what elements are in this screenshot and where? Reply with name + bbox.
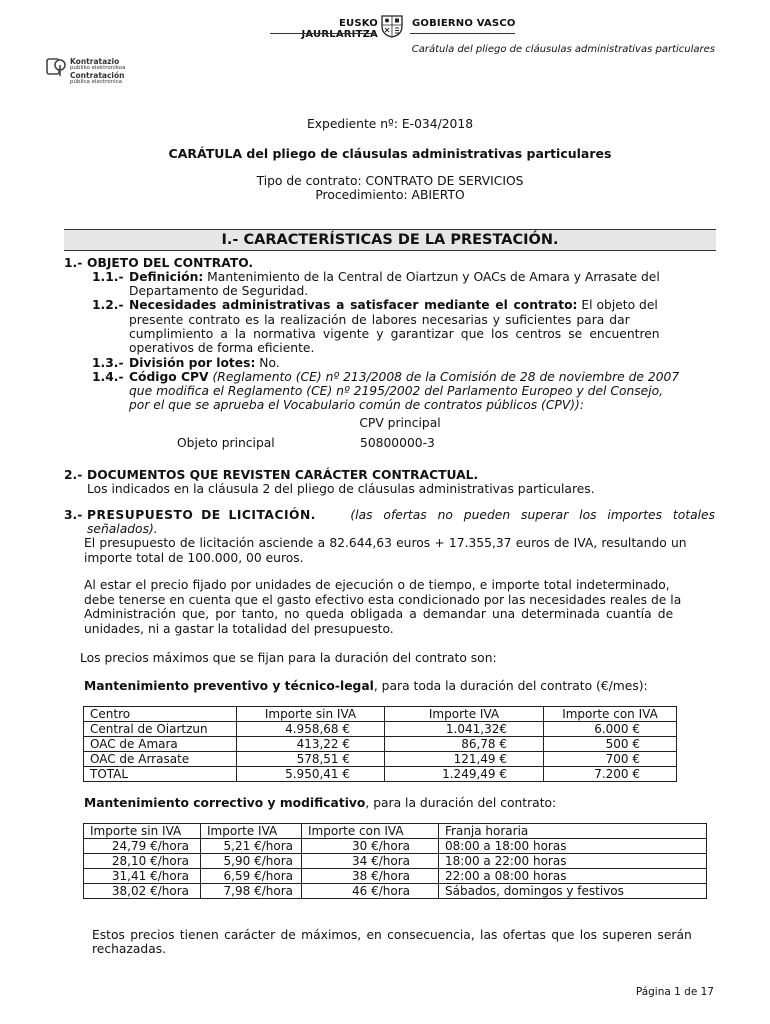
s1-item4-number: 1.4.- xyxy=(92,370,124,384)
s3-title-note-a: (las ofertas no pueden superar los importes totales xyxy=(350,508,715,522)
corrective-maintenance-table xyxy=(83,823,707,899)
table-cell: 700 € xyxy=(544,752,677,767)
table2-caption xyxy=(84,796,556,810)
table-cell: OAC de Amara xyxy=(84,737,237,752)
header-right-org: GOBIERNO VASCO xyxy=(412,18,516,29)
s2-title: DOCUMENTOS QUE REVISTEN CARÁCTER CONTRACTUAL. xyxy=(87,468,479,482)
s1-item3-text: No. xyxy=(255,356,280,370)
table-row xyxy=(84,869,707,884)
table-cell: 121,49 € xyxy=(385,752,544,767)
table-header-cell: Franja horaria xyxy=(439,824,707,839)
table-cell: 1.041,32€ xyxy=(385,722,544,737)
table-cell: 22:00 a 08:00 horas xyxy=(439,869,707,884)
s1-item3-line xyxy=(129,356,280,370)
s3-paragraph1-a: El presupuesto de licitación asciende a 82.644,63 euros + 17.355,37 euros de IVA, resultando un xyxy=(84,536,687,550)
table-cell: 5,21 €/hora xyxy=(201,839,302,854)
table-cell: TOTAL xyxy=(84,767,237,782)
preventive-maintenance-table xyxy=(83,706,677,782)
s1-item1-label: Definición: xyxy=(129,270,204,284)
table-row xyxy=(84,722,677,737)
s1-item2-text-a: El objeto del xyxy=(577,298,658,312)
s1-item2-line1 xyxy=(129,298,658,312)
table-cell: 38,02 €/hora xyxy=(84,884,201,899)
s1-item4-text-c: por el que se aprueba el Vocabulario común de contratos públicos (CPV)): xyxy=(129,398,584,412)
logo-line-1: Kontratazio xyxy=(70,57,120,66)
table-header-row xyxy=(84,707,677,722)
table-cell: 34 €/hora xyxy=(302,854,439,869)
table-cell: 08:00 a 18:00 horas xyxy=(439,839,707,854)
table-row xyxy=(84,884,707,899)
table-header-cell: Importe sin IVA xyxy=(84,824,201,839)
table2-caption-bold: Mantenimiento correctivo y modificativo xyxy=(84,796,366,810)
s3-title: PRESUPUESTO DE LICITACIÓN. xyxy=(87,508,316,522)
table-header-cell: Importe sin IVA xyxy=(237,707,385,722)
cpv-header: CPV principal xyxy=(359,416,441,430)
s1-item2-text-d: operativos de forma eficiente. xyxy=(129,341,315,355)
table-cell: 7.200 € xyxy=(544,767,677,782)
table-cell: Sábados, domingos y festivos xyxy=(439,884,707,899)
s1-item3-number: 1.3.- xyxy=(92,356,124,370)
section-heading: I.- CARACTERÍSTICAS DE LA PRESTACIÓN. xyxy=(64,229,716,251)
table-cell: 46 €/hora xyxy=(302,884,439,899)
table-cell: 24,79 €/hora xyxy=(84,839,201,854)
table-header-cell: Importe IVA xyxy=(385,707,544,722)
s3-paragraph2-a: Al estar el precio fijado por unidades de ejecución o de tiempo, e importe total indeterminado, xyxy=(84,578,670,592)
s3-paragraph2-b: debe tenerse en cuenta que el gasto efectivo esta condicionado por las necesidades reales de la xyxy=(84,593,682,607)
table-cell: 413,22 € xyxy=(237,737,385,752)
s2-text: Los indicados en la cláusula 2 del pliego de cláusulas administrativas particulares. xyxy=(87,482,595,496)
s2-number: 2.- xyxy=(64,468,83,482)
table-cell: 1.249,49 € xyxy=(385,767,544,782)
s1-item4-text-b: que modifica el Reglamento (CE) nº 2195/2002 del Parlamento Europeo y del Consejo, xyxy=(129,384,664,398)
s1-item2-text-c: cumplimiento a la normativa vigente y garantizar que los centros se encuentren xyxy=(129,327,660,341)
table1-caption-bold: Mantenimiento preventivo y técnico-legal xyxy=(84,679,374,693)
document-title: CARÁTULA del pliego de cláusulas administrativas particulares xyxy=(168,146,612,161)
contratacion-logo-icon xyxy=(46,56,68,78)
table-cell: 7,98 €/hora xyxy=(201,884,302,899)
table2-caption-rest: , para la duración del contrato: xyxy=(365,796,557,810)
table-cell: Central de Oiartzun xyxy=(84,722,237,737)
table-row xyxy=(84,854,707,869)
table-cell: 6.000 € xyxy=(544,722,677,737)
table-cell: 5.950,41 € xyxy=(237,767,385,782)
s1-item1-text-a: Mantenimiento de la Central de Oiartzun y OACs de Amara y Arrasate del xyxy=(203,270,660,284)
table-cell: 4.958,68 € xyxy=(237,722,385,737)
s3-number: 3.- xyxy=(64,508,83,522)
header-rule-left xyxy=(270,33,376,34)
table-row xyxy=(84,839,707,854)
closing-text-b: rechazadas. xyxy=(92,942,167,956)
s1-item4-label: Código CPV xyxy=(129,370,209,384)
table-cell: 18:00 a 22:00 horas xyxy=(439,854,707,869)
table-cell: 6,59 €/hora xyxy=(201,869,302,884)
s1-item2-text-b: presente contrato es la realización de labores necesarias y suficientes para dar xyxy=(129,313,630,327)
table1-caption-rest: , para toda la duración del contrato (€/mes): xyxy=(373,679,648,693)
s3-paragraph3: Los precios máximos que se fijan para la duración del contrato son: xyxy=(80,651,497,665)
table-cell: 578,51 € xyxy=(237,752,385,767)
s1-item2-number: 1.2.- xyxy=(92,298,124,312)
table-cell: 31,41 €/hora xyxy=(84,869,201,884)
table-row xyxy=(84,752,677,767)
table-header-cell: Importe con IVA xyxy=(544,707,677,722)
table-cell: 30 €/hora xyxy=(302,839,439,854)
header-subtitle: Carátula del pliego de cláusulas administrativas particulares xyxy=(411,44,715,55)
procedure: Procedimiento: ABIERTO xyxy=(315,188,465,202)
table-cell: 86,78 € xyxy=(385,737,544,752)
s3-paragraph1-b: importe total de 100.000, 00 euros. xyxy=(84,551,304,565)
coat-of-arms-icon xyxy=(378,14,406,38)
s3-paragraph2-c: Administración que, por tanto, no queda obligada a demandar una determinada cuantía de xyxy=(84,607,674,621)
logo-line-4: pública electrónica xyxy=(70,79,123,85)
s1-item2-label: Necesidades administrativas a satisfacer mediante el contrato: xyxy=(129,298,578,312)
page-number: Página 1 de 17 xyxy=(635,986,714,998)
table-header-cell: Importe con IVA xyxy=(302,824,439,839)
s1-number: 1.- xyxy=(64,256,83,270)
header-rule-right xyxy=(410,33,515,34)
table-header-cell: Centro xyxy=(84,707,237,722)
closing-text-a: Estos precios tienen carácter de máximos, en consecuencia, las ofertas que los superen serán xyxy=(92,928,692,942)
table-cell: 38 €/hora xyxy=(302,869,439,884)
table-row xyxy=(84,737,677,752)
header-left-org: EUSKO JAURLARITZA xyxy=(301,18,378,40)
s1-item1-number: 1.1.- xyxy=(92,270,124,284)
table-cell: 5,90 €/hora xyxy=(201,854,302,869)
contratacion-logo-text xyxy=(70,58,126,86)
table-row xyxy=(84,767,677,782)
table-cell: 500 € xyxy=(544,737,677,752)
table-header-cell: Importe IVA xyxy=(201,824,302,839)
s1-item3-label: División por lotes: xyxy=(129,356,256,370)
table-cell: OAC de Arrasate xyxy=(84,752,237,767)
expediente-number: Expediente nº: E-034/2018 xyxy=(306,117,474,131)
s1-item1-text-b: Departamento de Seguridad. xyxy=(129,284,309,298)
cpv-value: 50800000-3 xyxy=(360,436,435,450)
table-header-row xyxy=(84,824,707,839)
contract-type: Tipo de contrato: CONTRATO DE SERVICIOS xyxy=(256,174,524,188)
s1-item1-text xyxy=(129,270,715,284)
logo-line-3: Contratación xyxy=(70,71,125,80)
s1-title: OBJETO DEL CONTRATO. xyxy=(87,256,254,270)
logo-line-2: publiko elektronikoa xyxy=(70,65,126,71)
table1-caption xyxy=(84,679,648,693)
table-cell: 28,10 €/hora xyxy=(84,854,201,869)
s1-item4-line1 xyxy=(129,370,679,384)
s1-item4-text-a: (Reglamento (CE) nº 213/2008 de la Comisión de 28 de noviembre de 2007 xyxy=(208,370,680,384)
s3-title-note-b: señalados). xyxy=(87,522,158,536)
s3-paragraph2-d: unidades, ni a gastar la totalidad del presupuesto. xyxy=(84,622,394,636)
cpv-label: Objeto principal xyxy=(177,436,275,450)
